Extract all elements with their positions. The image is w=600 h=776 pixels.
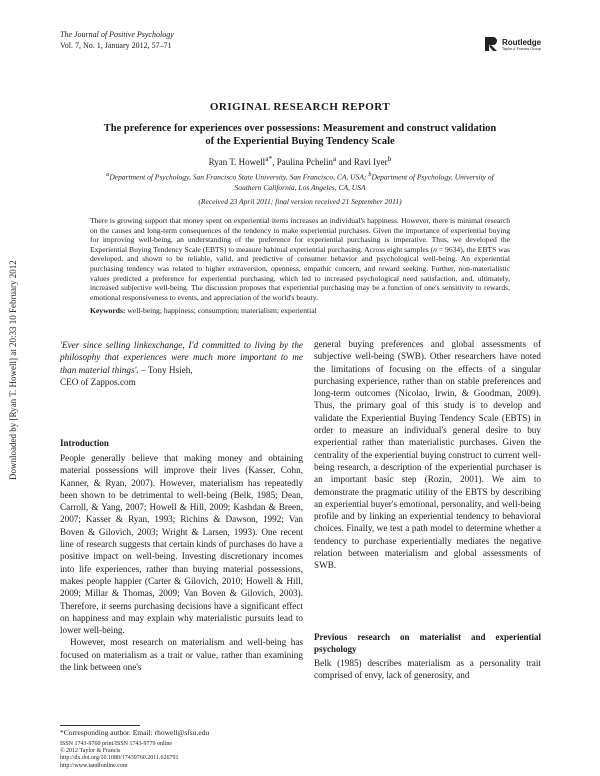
previous-research-heading: Previous research on materialist and experiential psychology <box>314 632 541 654</box>
received-dates: (Received 23 April 2011; final version received 21 September 2011) <box>198 197 402 206</box>
col2-paragraph-2: Belk (1985) describes materialism as a personality trait comprised of envy, lack of generosity, and <box>314 658 541 681</box>
author-3: Ravi Iyer <box>353 157 388 167</box>
author-1: Ryan T. Howell <box>208 157 266 167</box>
abstract-n: n <box>433 244 437 254</box>
article-title: The preference for experiences over possessions: Measurement and construct validation of the Experiential Buying Tendency Scale <box>103 123 497 147</box>
abstract-part2: = 9634), the EBTS was developed, and shown to be reliable, valid, and predictive of consumer behavior and psychological well-being. An experiential purchasing tendency was related to higher extraversion, openness, empathic concern, and reward seeking. Further, non-materialistic values predicted a preference for experiential purchasing, which led to increased psychological need satisfaction, and, ultimately, increased subjective well-being. The discussion proposes that experiential purchasing may be a function of one's sensitivity to rewards, emotional responsiveness to events, and appreciation of the world's beauty. <box>90 244 511 302</box>
publisher-logo <box>484 36 542 57</box>
download-note: Downloaded by [Ryan T. Howell] at 20:33 10 February 2012 <box>8 260 18 480</box>
author-list: Ryan T. Howell$^{a*}$, Paulina Pchelin$^a$ and Ravi Iyer$^b$ <box>208 154 392 167</box>
journal-header <box>60 30 174 51</box>
intro-body <box>60 452 303 673</box>
publisher-url[interactable]: http://www.tandfonline.com <box>60 762 128 769</box>
issn: ISSN 1743-9760 print/ISSN 1743-9779 online <box>60 741 173 747</box>
abstract-part1: There is growing support that money spent on experiential items increases an individual's happiness. However, there is minimal research on the causes and long-term consequences of the tendency to make experiential purchases. Given the importance of experiential buying for improving well-being, an understanding of the preference for experiential purchasing is imperative. Thus, we developed the Experiential Buying Tendency Scale (EBTS) to measure habitual experiential purchasing. Across eight samples ( <box>90 216 510 254</box>
col2-paragraph-1: general buying preferences and global assessments of subjective well-being (SWB). Other researchers have noted the limitations of focusing on the effects of a singular purchasing experience, rather than on stable preferences and long-term outcomes (Nicolao, Irwin, & Goodman, 2009). Thus, the primary goal of this study is to develop and validate the Experiential Buying Tendency Scale (EBTS) in order to measure an individual's general desire to buy experiential rather than materialistic purchases. Given the centrality of the experiential buying construct to current well-being research, a description of the experiential purchaser is an important basic step (Rozin, 2001). We aim to demonstrate the pragmatic utility of the EBTS by describing an experiential buyer's emotional, personality, and well-being profile and by linking an experiential tendency to behavioral choices. Finally, we test a path model to determine whether a tendency to purchase experientially mediates the negative relation between materialism and global assessments of SWB. <box>314 339 541 571</box>
routledge-logo-icon <box>484 36 498 52</box>
publisher-name: Routledge <box>502 38 542 47</box>
epigraph-text: 'Ever since selling linkexchange, I'd committed to living by the philosophy that experiences were much more important to me than material things'. <box>60 340 303 375</box>
intro-paragraph-2: However, most research on materialism and well-being has focused on materialism as a trait or value, rather than examining the link between one's <box>60 637 303 673</box>
keywords-text: well-being; happiness; consumption; materialism; experiential <box>127 306 317 315</box>
author-2: Paulina Pchelin <box>276 157 334 167</box>
epigraph-author: – Tony Hsieh, <box>138 364 193 375</box>
affil-a-sup: a <box>106 171 110 178</box>
author-1-sup: a* <box>265 154 273 163</box>
affiliations <box>60 170 540 193</box>
corresponding-author: *Corresponding author. Email: rhowell@sfsu.edu <box>60 728 210 737</box>
footnote-divider <box>60 725 140 726</box>
copyright: © 2012 Taylor & Francis <box>60 748 121 755</box>
report-type: ORIGINAL RESEARCH REPORT <box>209 101 391 113</box>
affil-a: Department of Psychology, San Francisco State University, San Francisco, CA, USA; <box>109 172 367 182</box>
epigraph-role: CEO of Zappos.com <box>60 376 136 387</box>
publisher-subtitle: Taylor & Francis Group <box>502 47 541 51</box>
author-3-sup: b <box>387 154 392 163</box>
keywords <box>90 306 510 315</box>
intro-paragraph-1: People generally believe that making money and obtaining material possessions will improve their lives (Kasser, Cohn, Kanner, & Ryan, 2007). However, materialism has repeatedly been shown to be detrimental to well-being (Belk, 1985; Dean, Carroll, & Yang, 2007; Howell & Hill, 2009; Kashdan & Breen, 2007; Kasser & Ryan, 1993; Richins & Dawson, 1992; Van Boven & Gilovich, 2003; Wright & Larsen, 1993). One recent line of research suggests that certain kinds of purchases do have a positive impact on well-being. Investing discretionary incomes into life experiences, rather than buying material possessions, makes people happier (Carter & Gilovich, 2010; Howell & Hill, 2009; Millar & Thomas, 2009; Van Boven & Gilovich, 2003). Therefore, it seems purchasing decisions have a significant effect on happiness and may explain why materialistic pursuits lead to lower well-being. <box>60 453 303 636</box>
affil-b-sup: b <box>368 171 372 178</box>
affil-b: Department of Psychology, University of Southern California, Los Angeles, CA, USA <box>234 172 494 192</box>
author-2-sup: a <box>333 154 337 163</box>
intro-heading: Introduction <box>60 438 109 448</box>
doi-link[interactable]: http://dx.doi.org/10.1080/17439760.2011.626791 <box>60 755 179 762</box>
keywords-label: Keywords: <box>90 306 126 315</box>
epigraph <box>60 339 303 388</box>
journal-name: The Journal of Positive Psychology <box>60 30 174 39</box>
publication-info <box>60 741 179 770</box>
abstract <box>90 216 510 302</box>
journal-volume: Vol. 7, No. 1, January 2012, 57–71 <box>60 40 172 50</box>
